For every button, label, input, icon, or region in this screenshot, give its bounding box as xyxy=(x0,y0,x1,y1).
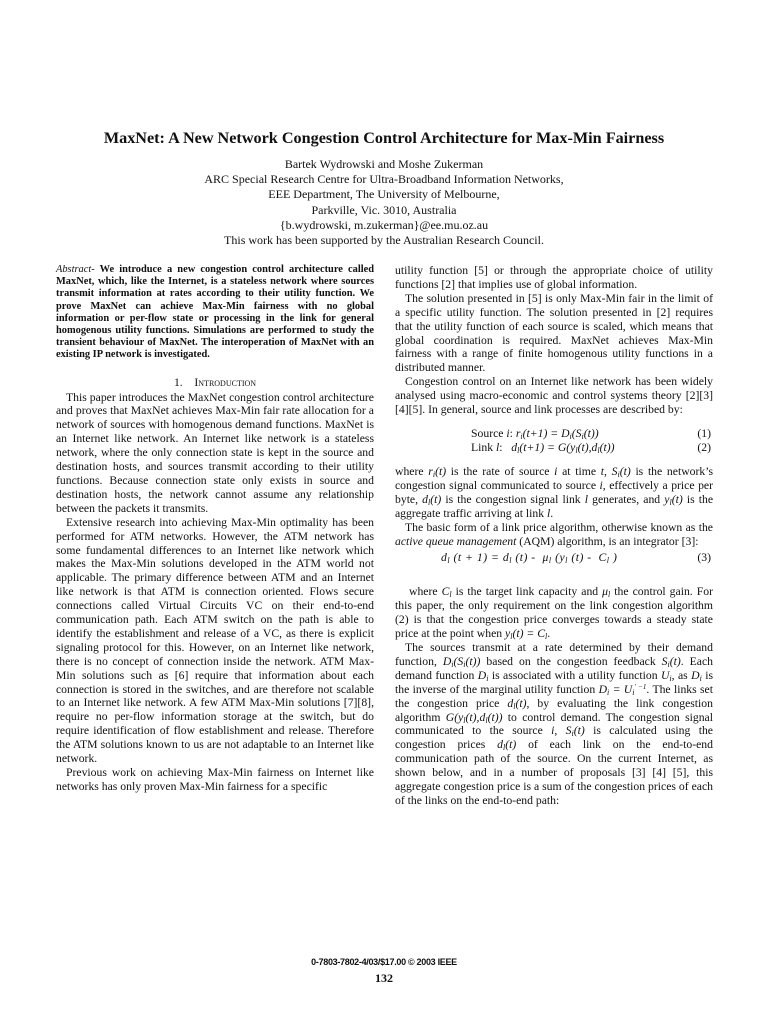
right-paragraph-3: Congestion control on an Internet like network has been widely analysed using macro-economic and control systems theory [2][3][4][5]. In general, source and link processes are described by: xyxy=(395,375,713,417)
abstract-label: Abstract- xyxy=(56,264,95,275)
equation-3-number: (3) xyxy=(697,551,711,565)
left-column xyxy=(56,264,374,794)
affiliation-centre: ARC Special Research Centre for Ultra-Broadband Information Networks, xyxy=(204,172,564,187)
equation-2-number: (2) xyxy=(697,440,711,454)
paper-title: MaxNet: A New Network Congestion Control Architecture for Max-Min Fairness xyxy=(103,129,665,147)
right-paragraph-4: where $r_i(t)$ is the rate of source i at time t, $S_i(t)$ is the network’s congestion signal communicated to source i, effectively a price per byte, $d_l(t)$ is the congestion signal link l generates, and $y_l(t)$ is the aggregate traffic arriving at link l. xyxy=(395,464,714,520)
intro-paragraph-1: This paper introduces the MaxNet congestion control architecture and proves that MaxNet achieves Max-Min fair rate allocation for a network of sources with homogenous demand functions. MaxNet is an Internet like network. An Internet like network is a stateless network, where the only connection state is kept in the source and destination hosts, and sources transmit according to their utility functions. Because connection state only exists in source and destination hosts, the network cannot assume any relationship between the packets it transmits. xyxy=(56,390,374,515)
page-number: 132 xyxy=(375,971,393,985)
right-column xyxy=(395,264,713,808)
author-block xyxy=(80,157,688,248)
intro-paragraph-2: Extensive research into achieving Max-Min optimality has been performed for ATM networks. However, the ATM network has some fundamental differences to an Internet like network which makes the Max-Min solutions developed in the ATM world not applicable. The primary difference between ATM and an Internet like network is that ATM is connection oriented. Flows secure connections called Virtual Circuits VC on their end-to-end communication path. Each ATM switch on the path is able to identify the establishment and release of a VC, as there is explicit signaling protocol for this. However, on an Internet like network, there is no concept of connection inside the network. ATM Max-Min solutions such as [6] require that information about each connection is stored in the switches, and are therefore not scalable to an Internet like network. A few ATM Max-Min solutions [7][8], require no per-flow information storage at the switch, but do require identification of flow establishment and release. Therefore the ATM solutions known to us are not adaptable to an Internet like network. xyxy=(56,515,374,766)
right-paragraph-1: utility function [5] or through the appropriate choice of utility functions [2] that implies use of global information. xyxy=(395,264,713,291)
intro-paragraph-3: Previous work on achieving Max-Min fairness on Internet like networks has only proven Max-Min fairness for a specific xyxy=(56,766,374,793)
right-paragraph-7: The sources transmit at a rate determined by their demand function, $D_i(S_i(t))$ based on the congestion feedback $S_i(t)$. Each demand function $D_i$ is associated with a utility function $U_i$, as $D_i$ is the inverse of the marginal utility function $D_i = U_i^{' -1}$. The links set the congestion price $d_l(t)$, by evaluating the link congestion algorithm $G(y_l(t),d_l(t))$ to control demand. The congestion signal communicated to the source i, $S_i(t)$ is calculated using the congestion prices $d_l(t)$ of each link on the end-to-end communication path of the source. On the current Internet, as shown below, and in a number of proposals [3] [4] [5], this aggregate congestion price is a sum of the congestion prices of each of the links on the end-to-end path: xyxy=(395,641,713,807)
equations-1-2 xyxy=(395,427,713,455)
affiliation-department: EEE Department, The University of Melbourne, xyxy=(268,187,500,202)
author-emails: {b.wydrowski, m.zukerman}@ee.mu.oz.au xyxy=(279,217,489,232)
funding-note: This work has been supported by the Australian Research Council. xyxy=(224,233,544,248)
copyright-code: 0-7803-7802-4/03/$17.00 © 2003 IEEE xyxy=(311,957,457,967)
section-heading xyxy=(56,376,374,390)
author-names: Bartek Wydrowski and Moshe Zukerman xyxy=(284,157,484,171)
abstract xyxy=(56,264,374,362)
right-paragraph-5: The basic form of a link price algorithm, otherwise known as the active queue management (AQM) algorithm, is an integrator [3]: xyxy=(395,520,713,548)
equation-3: $d_l$ $(t + 1) = d_l$ $(t) - \mu_l$ ($y_l$ $(t) - C_l$ ) (3) xyxy=(441,551,711,566)
equation-1: Source i: $r_i(t+1) = D_i(S_i(t))$ (1) xyxy=(471,426,711,441)
section-number: 1. xyxy=(173,375,183,389)
equation-1-number: (1) xyxy=(697,426,711,440)
equation-2: Link l: $d_l(t+1) = G(y_l(t),d_l(t))$ (2) xyxy=(471,440,711,455)
abstract-text: We introduce a new congestion control architecture called MaxNet, which, like the Internet, is a stateless network where sources transmit information at rates according to their utility function. We prove MaxNet can achieve Max-Min fairness with no global information or per-flow state or processing in the link for general homogenous utility functions. Simulations are performed to study the transient behaviour of MaxNet. The interoperation of MaxNet with an existing IP network is investigated. xyxy=(56,264,374,361)
section-title: Introduction xyxy=(194,375,257,389)
affiliation-address: Parkville, Vic. 3010, Australia xyxy=(311,202,457,217)
right-paragraph-2: The solution presented in [5] is only Max-Min fair in the limit of a specific utility function. The solution presented in [2] requires that the utility function of each source is scaled, which means that global coordination is required. MaxNet achieves Max-Min fairness with a range of finite homogenous utility functions in a distributed manner. xyxy=(395,291,713,375)
right-paragraph-6: where $C_l$ is the target link capacity and $\mu_l$ the control gain. For this paper, the only requirement on the link congestion algorithm (2) is that the congestion price converges towards a steady state price at the point when $y_l(t) = C_l$. xyxy=(395,585,713,642)
